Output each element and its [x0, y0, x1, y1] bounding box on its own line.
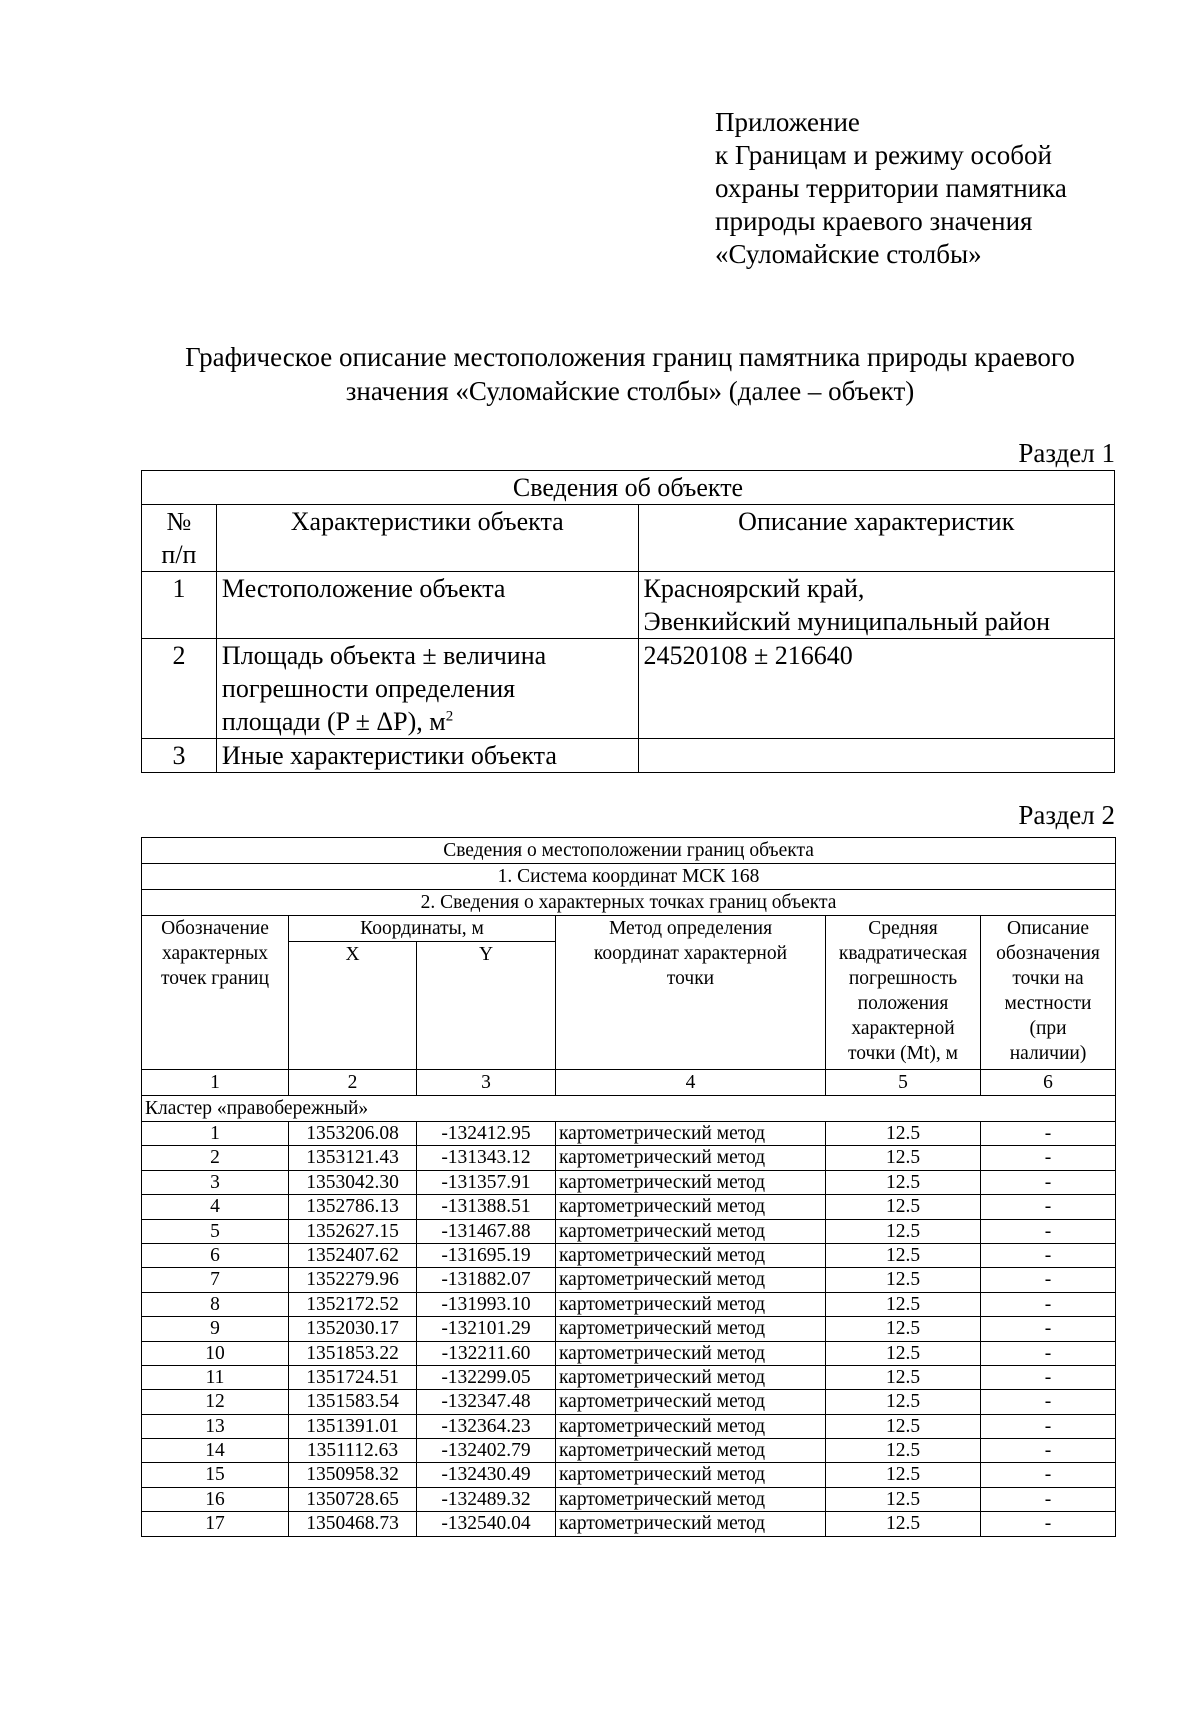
characteristic-line — [222, 705, 633, 738]
col-number: 1 — [142, 1070, 289, 1096]
x-coordinate: 1350728.65 — [289, 1487, 417, 1511]
y-coordinate: -132211.60 — [417, 1341, 556, 1365]
x-coordinate: 1352786.13 — [289, 1195, 417, 1219]
col-number-header-line: п/п — [161, 540, 197, 569]
points-heading: 2. Сведения о характерных точках границ объекта — [142, 890, 1116, 916]
x-coordinate: 1353206.08 — [289, 1122, 417, 1146]
point-number: 5 — [142, 1219, 289, 1243]
col-characteristic-header: Характеристики объекта — [216, 505, 638, 572]
characteristic-line: Иные характеристики объекта — [221, 741, 557, 770]
table-row — [142, 1219, 1116, 1243]
characteristic-line-text: площади (P ± ΔP), м — [221, 707, 446, 736]
table-row — [142, 1487, 1116, 1511]
point-description: - — [981, 1341, 1116, 1365]
point-number: 10 — [142, 1341, 289, 1365]
method: картометрический метод — [556, 1512, 826, 1536]
description-cell — [638, 572, 1114, 639]
header-line: обозначения — [996, 943, 1100, 964]
appendix-line: Приложение — [715, 107, 860, 137]
method: картометрический метод — [556, 1317, 826, 1341]
point-number: 6 — [142, 1243, 289, 1267]
header-line: положения — [857, 993, 949, 1014]
mean-error: 12.5 — [826, 1195, 981, 1219]
description-cell — [638, 639, 1114, 739]
row-number: 2 — [142, 639, 217, 739]
y-coordinate: -131993.10 — [417, 1292, 556, 1316]
y-coordinate: -131343.12 — [417, 1146, 556, 1170]
table-row — [142, 1390, 1116, 1414]
point-number: 12 — [142, 1390, 289, 1414]
col-number-header — [142, 505, 217, 572]
y-coordinate: -131388.51 — [417, 1195, 556, 1219]
header-line: Обозначение — [161, 918, 269, 939]
y-coordinate: -132299.05 — [417, 1365, 556, 1389]
method: картометрический метод — [556, 1170, 826, 1194]
method: картометрический метод — [556, 1365, 826, 1389]
x-coordinate: 1350468.73 — [289, 1512, 417, 1536]
point-number: 7 — [142, 1268, 289, 1292]
mean-error: 12.5 — [826, 1122, 981, 1146]
method: картометрический метод — [556, 1341, 826, 1365]
point-number: 8 — [142, 1292, 289, 1316]
method: картометрический метод — [556, 1414, 826, 1438]
mean-error: 12.5 — [826, 1439, 981, 1463]
header-line: наличии) — [1009, 1043, 1087, 1064]
description-line: 24520108 ± 216640 — [643, 641, 853, 670]
header-line: характерной — [851, 1018, 955, 1039]
method: картометрический метод — [556, 1463, 826, 1487]
table-row — [142, 1463, 1116, 1487]
point-number: 17 — [142, 1512, 289, 1536]
point-number: 13 — [142, 1414, 289, 1438]
col-number: 3 — [417, 1070, 556, 1096]
point-rows — [142, 1122, 1116, 1537]
col-number: 4 — [556, 1070, 826, 1096]
point-description: - — [981, 1219, 1116, 1243]
col-number: 5 — [826, 1070, 981, 1096]
header-line: координат характерной — [593, 943, 788, 964]
description-line: Эвенкийский муниципальный район — [643, 607, 1051, 636]
method: картометрический метод — [556, 1243, 826, 1267]
document-title-line: Графическое описание местоположения границ памятника природы краевого — [185, 342, 1075, 372]
boundary-heading: Сведения о местоположении границ объекта — [142, 838, 1116, 864]
row-number: 3 — [142, 739, 217, 773]
point-number: 3 — [142, 1170, 289, 1194]
appendix-block — [715, 106, 1175, 271]
y-coordinate: -131695.19 — [417, 1243, 556, 1267]
point-description: - — [981, 1317, 1116, 1341]
section2-label: Раздел 2 — [1018, 800, 1115, 830]
y-coordinate: -132101.29 — [417, 1317, 556, 1341]
characteristic-cell — [216, 739, 638, 773]
header-line: погрешность — [848, 968, 958, 989]
point-description: - — [981, 1243, 1116, 1267]
mean-error: 12.5 — [826, 1170, 981, 1194]
appendix-line: к Границам и режиму особой — [715, 140, 1052, 170]
y-coordinate: -132364.23 — [417, 1414, 556, 1438]
mean-error: 12.5 — [826, 1487, 981, 1511]
appendix-line: охраны территории памятника — [715, 173, 1067, 203]
point-number: 16 — [142, 1487, 289, 1511]
x-coordinate: 1352627.15 — [289, 1219, 417, 1243]
coordinates-header: Координаты, м — [289, 916, 556, 942]
point-description: - — [981, 1463, 1116, 1487]
table-row — [142, 1268, 1116, 1292]
header-line: Описание — [1007, 918, 1090, 939]
mean-error: 12.5 — [826, 1146, 981, 1170]
y-coordinate: -131357.91 — [417, 1170, 556, 1194]
table-row — [142, 1195, 1116, 1219]
mean-error: 12.5 — [826, 1317, 981, 1341]
method: картометрический метод — [556, 1268, 826, 1292]
method: картометрический метод — [556, 1390, 826, 1414]
mean-error: 12.5 — [826, 1365, 981, 1389]
object-info-table — [141, 470, 1115, 773]
method: картометрический метод — [556, 1439, 826, 1463]
description-cell — [638, 739, 1114, 773]
header-line: местности — [1004, 993, 1092, 1014]
point-description: - — [981, 1292, 1116, 1316]
table-row — [142, 1317, 1116, 1341]
description-line: Красноярский край, — [643, 574, 865, 603]
point-number: 4 — [142, 1195, 289, 1219]
x-coordinate: 1351724.51 — [289, 1365, 417, 1389]
point-description: - — [981, 1487, 1116, 1511]
point-description: - — [981, 1414, 1116, 1438]
table-row — [142, 1365, 1116, 1389]
header-line: квадратическая — [838, 943, 968, 964]
header-line: точки (Mt), м — [848, 1043, 958, 1064]
mean-error: 12.5 — [826, 1463, 981, 1487]
table-row — [142, 1414, 1116, 1438]
document-title — [130, 340, 1130, 408]
point-description: - — [981, 1439, 1116, 1463]
header-line: Метод определения — [608, 918, 773, 939]
mean-error: 12.5 — [826, 1414, 981, 1438]
y-header: Y — [417, 942, 556, 1070]
header-line: точки на — [1012, 968, 1084, 989]
method: картометрический метод — [556, 1292, 826, 1316]
mean-error: 12.5 — [826, 1512, 981, 1536]
y-coordinate: -132347.48 — [417, 1390, 556, 1414]
table-row — [142, 1146, 1116, 1170]
table-row — [142, 1170, 1116, 1194]
coordinate-system: 1. Система координат МСК 168 — [142, 864, 1116, 890]
section1-label: Раздел 1 — [1018, 438, 1115, 468]
y-coordinate: -131467.88 — [417, 1219, 556, 1243]
x-coordinate: 1353042.30 — [289, 1170, 417, 1194]
method: картометрический метод — [556, 1487, 826, 1511]
x-coordinate: 1353121.43 — [289, 1146, 417, 1170]
point-description: - — [981, 1365, 1116, 1389]
table-row — [142, 1122, 1116, 1146]
point-description: - — [981, 1390, 1116, 1414]
y-coordinate: -131882.07 — [417, 1268, 556, 1292]
point-description-header — [981, 916, 1116, 1070]
x-coordinate: 1352279.96 — [289, 1268, 417, 1292]
y-coordinate: -132402.79 — [417, 1439, 556, 1463]
col-number-header-line: № — [166, 507, 192, 536]
x-coordinate: 1351583.54 — [289, 1390, 417, 1414]
col-description-header: Описание характеристик — [638, 505, 1114, 572]
y-coordinate: -132430.49 — [417, 1463, 556, 1487]
x-coordinate: 1352172.52 — [289, 1292, 417, 1316]
point-description: - — [981, 1146, 1116, 1170]
header-line: характерных — [162, 943, 268, 964]
boundary-points-table — [141, 837, 1116, 1537]
col-number: 2 — [289, 1070, 417, 1096]
characteristic-line: Площадь объекта ± величина — [221, 641, 547, 670]
unit-superscript: 2 — [445, 708, 454, 725]
mean-error: 12.5 — [826, 1219, 981, 1243]
point-description: - — [981, 1512, 1116, 1536]
method: картометрический метод — [556, 1195, 826, 1219]
col-number: 6 — [981, 1070, 1116, 1096]
header-line: точек границ — [160, 968, 270, 989]
error-header — [826, 916, 981, 1070]
x-coordinate: 1351391.01 — [289, 1414, 417, 1438]
mean-error: 12.5 — [826, 1341, 981, 1365]
characteristic-cell — [216, 639, 638, 739]
mean-error: 12.5 — [826, 1268, 981, 1292]
appendix-line: «Суломайские столбы» — [715, 239, 982, 269]
table-row — [142, 1439, 1116, 1463]
y-coordinate: -132489.32 — [417, 1487, 556, 1511]
mean-error: 12.5 — [826, 1390, 981, 1414]
x-header: X — [289, 942, 417, 1070]
table-row — [142, 1512, 1116, 1536]
point-description: - — [981, 1195, 1116, 1219]
method: картометрический метод — [556, 1122, 826, 1146]
point-description: - — [981, 1268, 1116, 1292]
point-number: 15 — [142, 1463, 289, 1487]
mean-error: 12.5 — [826, 1292, 981, 1316]
point-description: - — [981, 1122, 1116, 1146]
point-number: 14 — [142, 1439, 289, 1463]
point-number: 1 — [142, 1122, 289, 1146]
table-row — [142, 1243, 1116, 1267]
x-coordinate: 1350958.32 — [289, 1463, 417, 1487]
row-number: 1 — [142, 572, 217, 639]
characteristic-line: погрешности определения — [221, 674, 516, 703]
point-number: 9 — [142, 1317, 289, 1341]
header-line: (при — [1029, 1018, 1067, 1039]
designation-header — [142, 916, 289, 1070]
x-coordinate: 1352407.62 — [289, 1243, 417, 1267]
table-row — [142, 1341, 1116, 1365]
header-line: Средняя — [868, 918, 938, 939]
header-line: точки — [666, 968, 715, 989]
point-number: 11 — [142, 1365, 289, 1389]
point-description: - — [981, 1170, 1116, 1194]
y-coordinate: -132412.95 — [417, 1122, 556, 1146]
table-row — [142, 1292, 1116, 1316]
appendix-line: природы краевого значения — [715, 206, 1033, 236]
mean-error: 12.5 — [826, 1243, 981, 1267]
method: картометрический метод — [556, 1146, 826, 1170]
characteristic-line: Местоположение объекта — [221, 574, 506, 603]
method: картометрический метод — [556, 1219, 826, 1243]
document-title-line: значения «Суломайские столбы» (далее – объект) — [345, 376, 915, 406]
characteristic-cell — [216, 572, 638, 639]
point-number: 2 — [142, 1146, 289, 1170]
cluster-label: Кластер «правобережный» — [142, 1096, 1116, 1122]
method-header — [556, 916, 826, 1070]
object-info-heading: Сведения об объекте — [142, 471, 1115, 505]
y-coordinate: -132540.04 — [417, 1512, 556, 1536]
x-coordinate: 1352030.17 — [289, 1317, 417, 1341]
x-coordinate: 1351853.22 — [289, 1341, 417, 1365]
x-coordinate: 1351112.63 — [289, 1439, 417, 1463]
